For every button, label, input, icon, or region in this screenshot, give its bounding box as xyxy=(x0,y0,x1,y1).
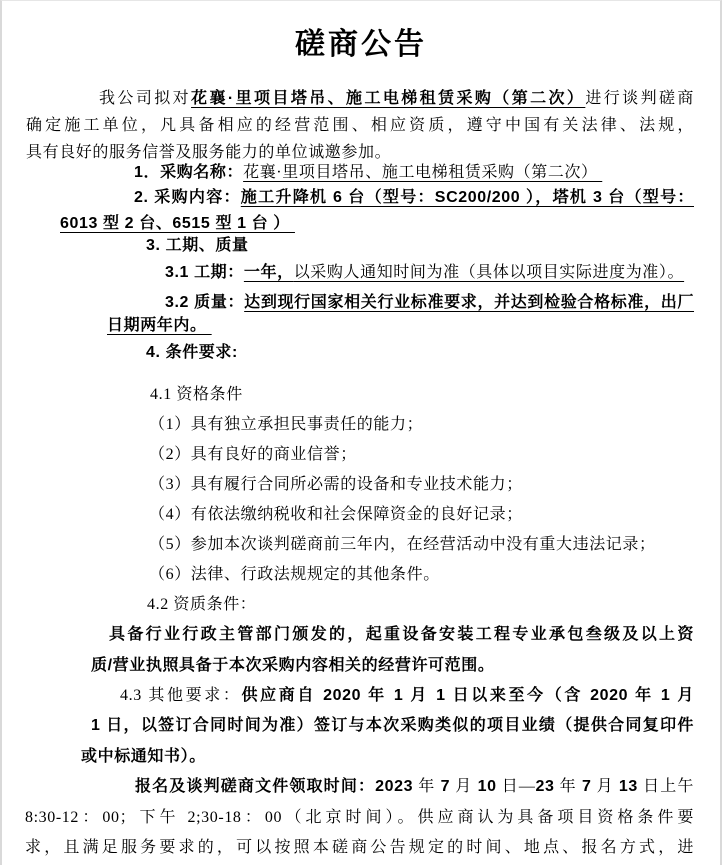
item-4-1-qualification xyxy=(150,384,243,405)
text-run: 施工升降机 6 台（型号：SC200/200 ），塔机 3 台（型号： xyxy=(240,189,694,206)
item-2-procurement-content xyxy=(134,187,694,208)
item-3-2-quality xyxy=(165,292,694,313)
text-run: 进行谈判磋商 xyxy=(585,90,694,107)
text-run: 7 xyxy=(581,778,592,795)
text-run: 供应商自 2020 年 1 月 1 日以来至今（含 2020 年 1 月 xyxy=(241,687,695,704)
text-run: 日期两年内。 xyxy=(107,317,212,334)
text-run: 确定施工单位，凡具备相应的经营范围、相应资质，遵守中国有关法律、法规， xyxy=(26,117,694,134)
item-4-3-cont-1 xyxy=(91,715,694,736)
text-run: 3.1 工期： xyxy=(165,264,244,281)
text-run: 具有良好的服务信誉及服务能力的单位诚邀参加。 xyxy=(26,144,392,161)
text-run: （6）法律、行政法规规定的其他条件。 xyxy=(149,566,440,583)
text-run: 6013 型 2 台、6515 型 1 台 ） xyxy=(60,215,295,232)
text-run: 4.2 资质条件： xyxy=(147,596,257,613)
text-run: 1 日，以签订合同时间为准）签订与本次采购类似的项目业绩（提供合同复印件 xyxy=(91,717,694,734)
text-run: 7 xyxy=(440,778,451,795)
condition-2 xyxy=(149,444,357,465)
condition-4 xyxy=(149,504,523,525)
intro-line-2 xyxy=(26,115,694,136)
text-run: 以采购人通知时间为准（具体以项目实际进度为准）。 xyxy=(293,264,685,281)
item-3-1-duration xyxy=(165,262,684,283)
text-run: 10 xyxy=(477,778,497,795)
text-run: 日— xyxy=(496,778,536,795)
text-run: 2. 采购内容： xyxy=(134,189,241,206)
text-run: 我公司拟对 xyxy=(99,90,192,107)
text-run: 3.2 质量： xyxy=(165,294,245,311)
item-4-3-other-requirements xyxy=(120,685,694,706)
document-title: 磋商公告 xyxy=(295,28,427,61)
text-run: 4.3 其他要求： xyxy=(120,687,242,704)
condition-1 xyxy=(149,414,423,435)
text-run: 具备行业行政主管部门颁发的，起重设备安装工程专业承包叁级及以上资 xyxy=(109,626,694,643)
text-run: 2023 xyxy=(375,778,414,795)
condition-5 xyxy=(149,534,656,555)
text-run: （2）具有良好的商业信誉； xyxy=(149,446,357,463)
text-run: 或中标通知书）。 xyxy=(81,748,206,765)
text-run: 日上午 xyxy=(637,778,694,795)
item-4-2-body-line-1 xyxy=(109,624,694,645)
signup-time-line-3 xyxy=(25,837,694,858)
signup-time-line-2 xyxy=(25,807,694,828)
text-run: 3. 工期、质量 xyxy=(146,237,249,254)
text-run: 月 xyxy=(591,778,619,795)
text-run: 年 xyxy=(554,778,582,795)
item-2-procurement-content-cont xyxy=(60,213,295,234)
text-run: 花襄·里项目塔吊、施工电梯租赁采购（第二次） xyxy=(243,164,603,181)
intro-line-1 xyxy=(99,88,694,109)
text-run: 达到现行国家相关行业标准要求，并达到检验合格标准，出厂 xyxy=(244,294,695,311)
text-run: 花襄·里项目塔吊、施工电梯租赁采购（第二次） xyxy=(191,90,586,107)
text-run: 年 xyxy=(413,778,441,795)
text-run: 23 xyxy=(535,778,555,795)
text-run: 一年， xyxy=(243,264,294,281)
text-run: 报名及谈判磋商文件领取时间： xyxy=(135,778,376,795)
section-3-heading xyxy=(146,235,249,256)
text-run: 求，且满足服务要求的，可以按照本磋商公告规定的时间、地点、报名方式，进 xyxy=(25,839,694,856)
text-run: 4. 条件要求: xyxy=(146,344,238,361)
text-run: （5）参加本次谈判磋商前三年内，在经营活动中没有重大违法记录； xyxy=(149,536,656,553)
text-run: 月 xyxy=(450,778,478,795)
item-4-2-body-line-2 xyxy=(91,655,494,676)
text-run: 质/营业执照具备于本次采购内容相关的经营许可范围。 xyxy=(91,657,495,674)
signup-time-line-1 xyxy=(135,776,694,797)
text-run: 8:30-12：00；下午 2;30-18：00（北京时间）。供应商认为具备项目资格条件要 xyxy=(25,809,694,826)
text-run: 13 xyxy=(618,778,638,795)
item-4-3-cont-2 xyxy=(81,746,206,767)
text-run: （3）具有履行合同所必需的设备和专业技术能力； xyxy=(149,476,523,493)
condition-3 xyxy=(149,474,523,495)
item-4-2-credential xyxy=(147,594,256,615)
section-4-heading xyxy=(146,342,238,363)
intro-line-3 xyxy=(26,142,391,163)
text-run: （4）有依法缴纳税收和社会保障资金的良好记录； xyxy=(149,506,523,523)
text-run: 1．采购名称： xyxy=(134,164,244,181)
text-run: 4.1 资格条件 xyxy=(150,386,243,403)
text-run: （1）具有独立承担民事责任的能力； xyxy=(149,416,424,433)
item-3-2-quality-cont xyxy=(107,315,212,336)
item-1-procurement-name xyxy=(134,162,602,183)
condition-6 xyxy=(149,564,440,585)
